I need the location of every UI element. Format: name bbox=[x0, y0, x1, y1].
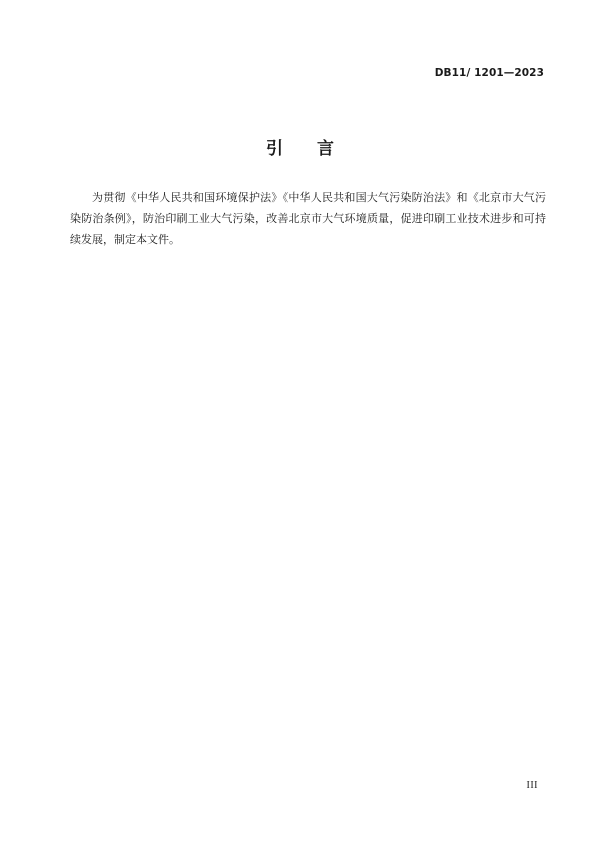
document-number: DB11/ 1201—2023 bbox=[434, 67, 544, 79]
introduction-paragraph: 为贯彻《中华人民共和国环境保护法》《中华人民共和国大气污染防治法》和《北京市大气污染防治条例》，防治印刷工业大气污染，改善北京市大气环境质量，促进印刷工业技术进步和可持续发展，制定本文件。 bbox=[70, 191, 546, 246]
page-title: 引言 bbox=[266, 139, 368, 159]
page-number: III bbox=[526, 780, 538, 791]
